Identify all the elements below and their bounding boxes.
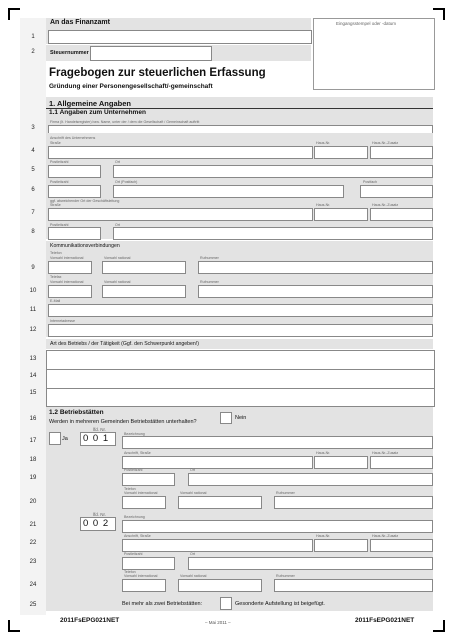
line-number: 2	[31, 49, 35, 55]
fax-number-label: Rufnummer	[200, 280, 219, 284]
city-field-1[interactable]	[188, 473, 433, 486]
designation-label-2: Bezeichnung	[124, 515, 145, 519]
company-name-hint: Firma (lt. Handelsregister) bzw. Name, unter der / dem die Gesellschaft / Gemeinschaft auftritt	[50, 120, 200, 124]
address-street-field-1[interactable]	[122, 456, 313, 469]
tax-number-field[interactable]	[90, 46, 212, 61]
stamp-box	[313, 18, 435, 90]
other-street-label: Straße	[50, 203, 61, 207]
corner-mark-bottom-left	[8, 620, 20, 632]
postal-code-field-2[interactable]	[122, 557, 175, 570]
city-label-2: Ort	[190, 552, 195, 556]
address-street-field-2[interactable]	[122, 539, 313, 552]
corner-mark-top-left	[8, 8, 20, 20]
line-number: 21	[29, 522, 37, 528]
line-number: 22	[29, 540, 37, 546]
serial-number-value-2: 0 0 2	[83, 518, 110, 529]
line-number: 24	[29, 582, 37, 588]
stamp-label: Eingangsstempel oder -datum	[336, 21, 397, 26]
line-number: 23	[29, 559, 37, 565]
business-type-field-2[interactable]	[46, 369, 435, 389]
section1-subheading: 1.1 Angaben zum Unternehmen	[49, 109, 146, 116]
phone-intl-label-1: Vorwahl international	[124, 491, 158, 495]
serial-number-label-2: lfd. Nr.	[93, 512, 107, 517]
phone-number-label-2: Rufnummer	[276, 574, 295, 578]
other-house-number-field[interactable]	[314, 208, 368, 221]
separate-list-checkbox[interactable]	[220, 597, 232, 610]
po-city-field[interactable]	[113, 185, 344, 198]
phone-number-field-2[interactable]	[274, 579, 433, 592]
postal-code-label-2: Postleitzahl	[124, 552, 143, 556]
to-tax-office-label: An das Finanzamt	[50, 19, 110, 26]
house-suffix-label-1: Haus-Nr.-Zusatz	[372, 451, 399, 455]
line-number: 8	[31, 229, 35, 235]
line-number: 7	[31, 210, 35, 216]
house-suffix-field-1[interactable]	[370, 456, 433, 469]
fax-number-field[interactable]	[198, 285, 433, 298]
phone-national-label-2: Vorwahl national	[180, 574, 207, 578]
street-field[interactable]	[48, 146, 313, 159]
phone-intl-field-2[interactable]	[122, 579, 166, 592]
phone-label-2: Telefon	[124, 570, 136, 574]
phone-intl-label-2: Vorwahl international	[124, 574, 158, 578]
phone-label-1: Telefon	[124, 487, 136, 491]
postal-code-label-1: Postleitzahl	[124, 468, 143, 472]
finanzamt-field[interactable]	[48, 30, 312, 44]
other-street-field[interactable]	[48, 208, 313, 221]
section1-heading: 1. Allgemeine Angaben	[49, 99, 131, 108]
city-field-2[interactable]	[188, 557, 433, 570]
other-house-number-label: Haus-Nr.	[316, 203, 331, 207]
line-number: 11	[29, 307, 37, 313]
phone-number-label-1: Rufnummer	[276, 491, 295, 495]
line-number: 19	[29, 475, 37, 481]
phone-label: Telefon	[50, 251, 62, 255]
yes-checkbox[interactable]	[49, 432, 61, 445]
other-location-label: ggf. abweichender Ort der Geschäftsleitung	[50, 199, 120, 203]
company-address-label: Anschrift des Unternehmens	[50, 136, 96, 140]
address-street-label-2: Anschrift, Straße	[124, 534, 151, 538]
phone-intl-field[interactable]	[48, 261, 92, 274]
designation-label-1: Bezeichnung	[124, 432, 145, 436]
email-label: E-Mail	[50, 299, 61, 303]
designation-field-1[interactable]	[122, 436, 433, 449]
more-than-two-label: Bei mehr als zwei Betriebstätten:	[122, 601, 203, 607]
line-number: 6	[31, 187, 35, 193]
page-title: Fragebogen zur steuerlichen Erfassung	[49, 67, 266, 79]
phone-number-field-1[interactable]	[274, 496, 433, 509]
house-number-suffix-field[interactable]	[370, 146, 433, 159]
street-label: Straße	[50, 141, 61, 145]
house-number-field-2[interactable]	[314, 539, 368, 552]
fax-intl-label: Vorwahl international	[50, 280, 84, 284]
line-number: 14	[29, 373, 37, 379]
phone-intl-field-1[interactable]	[122, 496, 166, 509]
line-number: 4	[31, 148, 35, 154]
serial-number-label-1: lfd. Nr.	[93, 427, 107, 432]
po-box-field[interactable]	[360, 185, 433, 198]
phone-number-label: Rufnummer	[200, 256, 219, 260]
phone-national-label-1: Vorwahl national	[180, 491, 207, 495]
business-type-label: Art des Betriebs / der Tätigkeit (Ggf. den Schwerpunkt angeben!)	[50, 341, 199, 347]
po-city-label: Ort (Postfach)	[115, 180, 138, 184]
designation-field-2[interactable]	[122, 520, 433, 533]
serial-number-value-1: 0 0 1	[83, 433, 110, 444]
fax-national-label: Vorwahl national	[104, 280, 131, 284]
other-postal-code-field[interactable]	[48, 227, 101, 240]
line-number: 1	[31, 34, 35, 40]
city-field[interactable]	[113, 165, 433, 178]
phone-national-field-2[interactable]	[178, 579, 262, 592]
page-subtitle: Gründung einer Personengesellschaft/-gemeinschaft	[49, 83, 213, 90]
fax-label: Telefax	[50, 275, 62, 279]
fax-intl-field[interactable]	[48, 285, 92, 298]
section12-question: Werden in mehreren Gemeinden Betriebstätten unterhalten?	[49, 419, 197, 425]
internet-label: Internetadresse	[50, 319, 75, 323]
line-number: 13	[29, 356, 37, 362]
address-street-label-1: Anschrift, Straße	[124, 451, 151, 455]
phone-national-field[interactable]	[102, 261, 186, 274]
house-number-label-1: Haus-Nr.	[316, 451, 331, 455]
no-label: Nein	[235, 415, 247, 421]
line-number: 18	[29, 457, 37, 463]
house-number-field[interactable]	[314, 146, 368, 159]
postal-code-field-1[interactable]	[122, 473, 175, 486]
house-suffix-field-2[interactable]	[370, 539, 433, 552]
house-number-label-2: Haus-Nr.	[316, 534, 331, 538]
line-number: 9	[31, 265, 35, 271]
line-number: 12	[29, 327, 37, 333]
form-date: – Mai 2011 –	[205, 620, 231, 625]
other-city-field[interactable]	[113, 227, 433, 240]
fax-national-field[interactable]	[102, 285, 186, 298]
line-number: 17	[29, 438, 37, 444]
communication-label: Kommunikationsverbindungen	[50, 243, 120, 249]
city-label-1: Ort	[190, 468, 195, 472]
yes-label: Ja	[62, 436, 68, 442]
line-number: 16	[29, 416, 37, 422]
other-house-suffix-label: Haus-Nr.-Zusatz	[372, 203, 399, 207]
postal-code-label: Postleitzahl	[50, 160, 69, 164]
business-type-field-1[interactable]	[46, 350, 435, 370]
line-number: 25	[29, 602, 37, 608]
section12-heading: 1.2 Betriebstätten	[49, 409, 104, 416]
no-checkbox[interactable]	[220, 412, 232, 424]
line-number: 20	[29, 499, 37, 505]
po-box-label: Postfach	[363, 180, 377, 184]
city-label: Ort	[115, 160, 120, 164]
separate-list-label: Gesonderte Aufstellung ist beigefügt.	[235, 601, 325, 607]
other-city-label: Ort	[115, 223, 120, 227]
internet-field[interactable]	[48, 324, 433, 337]
business-type-field-3[interactable]	[46, 388, 435, 407]
line-number: 5	[31, 167, 35, 173]
line-number: 10	[29, 288, 37, 294]
house-number-suffix-label: Haus-Nr.-Zusatz	[372, 141, 399, 145]
other-house-suffix-field[interactable]	[370, 208, 433, 221]
line-number: 15	[29, 390, 37, 396]
other-postal-code-label: Postleitzahl	[50, 223, 69, 227]
form-code-left: 2011FsEPG021NET	[60, 617, 120, 624]
line-number: 3	[31, 125, 35, 131]
phone-intl-label: Vorwahl international	[50, 256, 84, 260]
phone-national-label: Vorwahl national	[104, 256, 131, 260]
house-suffix-label-2: Haus-Nr.-Zusatz	[372, 534, 399, 538]
tax-number-label: Steuernummer	[50, 50, 89, 56]
phone-number-field[interactable]	[198, 261, 433, 274]
postal-code-field[interactable]	[48, 165, 101, 178]
corner-mark-bottom-right	[433, 620, 445, 632]
phone-national-field-1[interactable]	[178, 496, 262, 509]
house-number-label: Haus-Nr.	[316, 141, 331, 145]
email-field[interactable]	[48, 304, 433, 317]
form-code-right: 2011FsEPG021NET	[355, 617, 415, 624]
po-postal-code-field[interactable]	[48, 185, 101, 198]
po-postal-code-label: Postleitzahl	[50, 180, 69, 184]
house-number-field-1[interactable]	[314, 456, 368, 469]
